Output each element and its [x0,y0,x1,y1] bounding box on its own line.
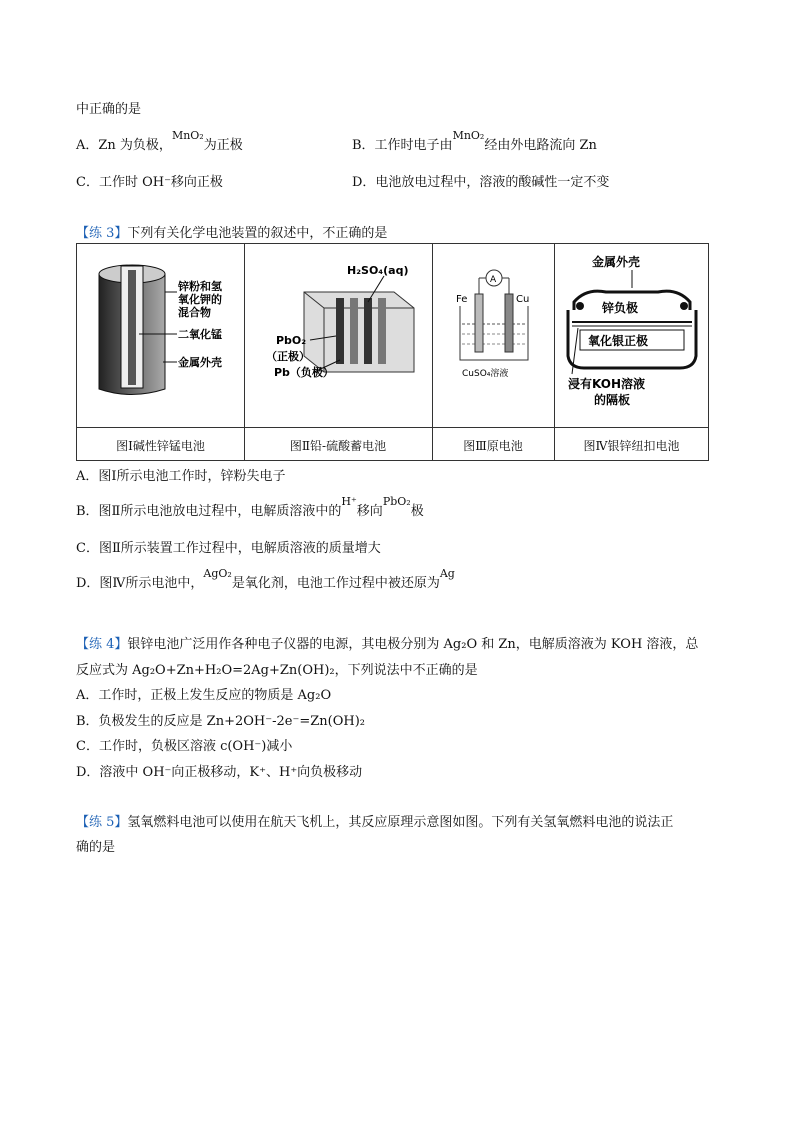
option-b [352,129,597,153]
fig3-caption: 图Ⅲ原电池 [432,427,554,462]
q3-option-b-mid: 移向 [356,504,383,519]
q3-option-d [76,567,455,591]
fig4-neg-label: 锌负极 [602,301,639,315]
question-tag: 【练 3】 [76,226,128,241]
option-b-formula: MnO₂ [452,129,485,142]
question-text: 下列有关化学电池装置的叙述中，不正确的是 [127,226,388,241]
option-a [76,129,243,153]
q3-option-d-product: Ag [439,567,455,580]
question-text: 银锌电池广泛用作各种电子仪器的电源，其电极分别为 Ag₂O 和 Zn，电解质溶液为 KOH 溶液，总 [127,637,699,652]
alkaline-zinc-manganese-battery-diagram [77,244,244,427]
question-tag: 【练 5】 [76,815,128,830]
q3-option-d-formula: AgO₂ [203,567,232,580]
fig4-separator-label-1: 浸有KOH溶液 [568,377,646,391]
fig4-separator-label-2: 的隔板 [594,393,631,407]
fig2-pb-label: Pb（负极） [274,366,334,379]
q3-option-b-text: B．图Ⅱ所示电池放电过程中，电解质溶液中的 [76,504,342,519]
fig4-caption: 图Ⅳ银锌纽扣电池 [554,427,709,462]
figure-4-cell [554,244,709,460]
question-stem-continuation: 中正确的是 [76,102,142,117]
q4-option-b: B．负极发生的反应是 Zn+2OH⁻-2e⁻=Zn(OH)₂ [76,714,365,729]
cu-label: Cu [516,294,530,305]
fig1-caption: 图Ⅰ碱性锌锰电池 [77,427,244,462]
q4-option-c: C．工作时，负极区溶液 c(OH⁻)减小 [76,739,293,754]
fig2-caption: 图Ⅱ铅-硫酸蓄电池 [244,427,432,462]
silver-zinc-button-battery-diagram [554,244,709,427]
fig4-pos-label: 氧化银正极 [588,334,649,348]
fig1-label-3: 混合物 [178,306,211,319]
ammeter-label: A [490,275,497,285]
fig2-positive-label: （正极） [266,350,310,363]
figure-table [76,243,709,461]
option-c: C．工作时 OH⁻移向正极 [76,175,223,190]
q3-option-b [76,495,424,519]
q3-option-b-formula: PbO₂ [382,495,411,508]
fe-label: Fe [456,294,468,305]
figure-2-cell [244,244,433,460]
q3-option-d-mid: 是氧化剂，电池工作过程中被还原为 [231,576,440,591]
option-a-text-end: 为正极 [203,138,243,153]
figure-1-cell [77,244,245,460]
figure-3-cell [432,244,555,460]
question-3-stem [76,222,387,241]
option-a-formula: MnO₂ [171,129,204,142]
q3-option-a: A．图Ⅰ所示电池工作时，锌粉失电子 [76,469,286,484]
fig1-label-1: 锌粉和氢 [178,280,222,293]
q4-option-a: A．工作时，正极上发生反应的物质是 Ag₂O [76,688,332,703]
question-tag: 【练 4】 [76,637,128,652]
question-4-stem-line-1 [76,633,698,652]
galvanic-cell-diagram [432,244,554,427]
fig1-label-5: 金属外壳 [178,356,222,369]
fig2-acid-label: H₂SO₄(aq) [347,264,409,277]
q3-option-b-end: 极 [410,504,424,519]
question-4-stem-line-2: 反应式为 Ag₂O+Zn+H₂O=2Ag+Zn(OH)₂，下列说法中不正确的是 [76,663,478,678]
option-b-text-end: 经由外电路流向 Zn [484,138,597,153]
lead-acid-battery-diagram [244,244,432,427]
q4-option-d: D．溶液中 OH⁻向正极移动，K⁺、H⁺向负极移动 [76,765,363,780]
q3-option-d-text: D．图Ⅳ所示电池中， [76,576,204,591]
option-d: D．电池放电过程中，溶液的酸碱性一定不变 [352,175,610,190]
option-a-text: A．Zn 为负极， [76,138,172,153]
fig1-label-2: 氧化钾的 [178,293,222,306]
solution-label: CuSO₄溶液 [462,369,509,379]
fig1-label-4: 二氧化锰 [178,328,222,341]
fig2-pbo2-label: PbO₂ [276,334,307,347]
question-5-stem-line-2: 确的是 [76,840,116,855]
q3-option-b-ion: H⁺ [341,495,357,508]
option-b-text: B．工作时电子由 [352,138,453,153]
question-5-stem-line-1 [76,811,673,830]
fig4-shell-label: 金属外壳 [592,255,641,269]
question-text: 氢氧燃料电池可以使用在航天飞机上，其反应原理示意图如图。下列有关氢氧燃料电池的说法正 [127,815,674,830]
q3-option-c: C．图Ⅱ所示装置工作过程中，电解质溶液的质量增大 [76,541,381,556]
